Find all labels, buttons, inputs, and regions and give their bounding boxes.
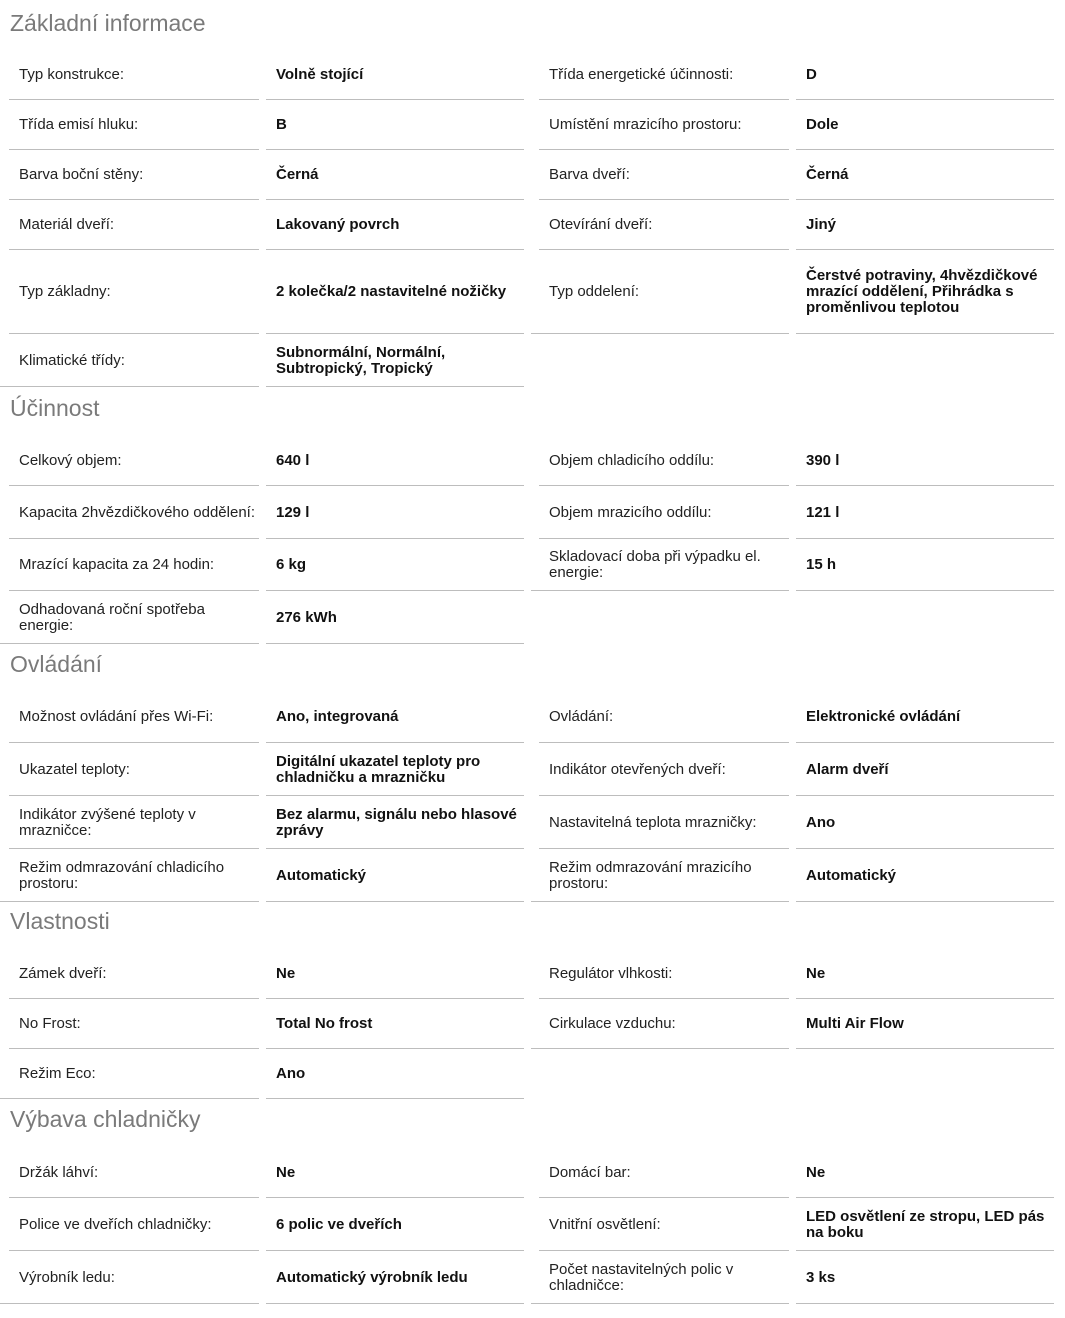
spec-label: Výrobník ledu: [19, 1268, 115, 1286]
spec-label: Odhadovaná roční spotřeba energie: [19, 600, 205, 634]
section-title-ucinnost: Účinnost [10, 395, 100, 421]
spec-label: Typ konstrukce: [19, 66, 125, 83]
row-divider [0, 901, 259, 902]
spec-value: 6 kg [276, 556, 307, 573]
spec-column-left-zakladni-informace [0, 50, 524, 387]
spec-column-right-vybava-chladnicky [531, 1147, 1054, 1304]
spec-label: Kapacita 2hvězdičkového oddělení: [19, 503, 256, 521]
spec-column-left-vybava-chladnicky [0, 1147, 524, 1304]
spec-label: Umístění mrazicího prostoru: [549, 116, 742, 133]
spec-label: Skladovací doba při výpadku el. energie: [549, 548, 761, 581]
spec-value: 2 kolečka/2 nastavitelné nožičky [276, 283, 507, 300]
spec-value: Automatický [806, 866, 897, 884]
spec-row [0, 949, 524, 999]
spec-row [531, 539, 1054, 591]
spec-value: 3 ks [806, 1268, 836, 1286]
spec-label: Typ základny: [19, 283, 111, 300]
row-divider [796, 901, 1054, 902]
spec-row [0, 999, 524, 1049]
spec-label: Objem mrazicího oddílu: [549, 503, 712, 521]
spec-label: Barva dveří: [549, 166, 630, 183]
spec-value: 390 l [806, 451, 840, 469]
spec-label: Režim Eco: [19, 1065, 96, 1082]
spec-column-left-ovladani [0, 691, 524, 902]
spec-row [0, 200, 524, 250]
spec-label: Třída emisí hluku: [19, 116, 139, 133]
spec-value: Alarm dveří [806, 760, 889, 778]
spec-label: Objem chladicího oddílu: [549, 451, 715, 469]
row-divider [0, 386, 259, 387]
row-divider [0, 1303, 259, 1304]
spec-value: Čerstvé potraviny, 4hvězdičkové mrazící oddělení, Přihrádka s proměnlivou teplotou [806, 267, 1038, 316]
spec-column-right-ovladani [531, 691, 1054, 902]
row-divider [0, 643, 259, 644]
spec-row [531, 796, 1054, 849]
spec-row [0, 1147, 524, 1198]
spec-value: Černá [276, 166, 319, 183]
row-divider [266, 1098, 524, 1099]
spec-row [531, 691, 1054, 743]
spec-label: Celkový objem: [19, 451, 122, 469]
spec-row [531, 100, 1054, 150]
spec-label: Mrazící kapacita za 24 hodin: [19, 556, 215, 573]
spec-label: Počet nastavitelných polic v chladničce: [549, 1260, 734, 1294]
spec-label: Třída energetické účinnosti: [549, 66, 734, 83]
spec-label: Ovládání: [549, 708, 614, 725]
spec-row [0, 1198, 524, 1251]
row-divider [796, 333, 1054, 334]
row-divider [0, 1098, 259, 1099]
row-divider [531, 333, 789, 334]
spec-row [531, 949, 1054, 999]
spec-row [0, 334, 524, 387]
spec-value: 121 l [806, 503, 840, 521]
spec-row [531, 150, 1054, 200]
row-divider [531, 590, 789, 591]
spec-label: Držák láhví: [19, 1163, 99, 1181]
spec-column-right-ucinnost [531, 435, 1054, 591]
spec-label: Vnitřní osvětlení: [549, 1215, 661, 1233]
spec-value: Ne [276, 965, 296, 982]
row-divider [266, 901, 524, 902]
spec-label: Cirkulace vzduchu: [549, 1015, 676, 1032]
spec-value: Automatický výrobník ledu [276, 1268, 468, 1286]
spec-row [0, 691, 524, 743]
spec-row [0, 150, 524, 200]
spec-value: Jiný [806, 216, 837, 233]
spec-column-left-ucinnost [0, 435, 524, 644]
row-divider [531, 1303, 789, 1304]
row-divider [796, 1048, 1054, 1049]
spec-value: Bez alarmu, signálu nebo hlasové zprávy [276, 805, 517, 839]
spec-row [531, 250, 1054, 334]
spec-row [0, 1049, 524, 1099]
spec-value: B [276, 116, 287, 133]
spec-row [0, 743, 524, 796]
spec-label: Ukazatel teploty: [19, 760, 130, 778]
spec-row [531, 50, 1054, 100]
spec-value: 276 kWh [276, 608, 337, 626]
spec-value: Ne [806, 1163, 826, 1181]
section-title-zakladni-informace: Základní informace [10, 10, 206, 36]
spec-value: Multi Air Flow [806, 1015, 904, 1032]
spec-label: Zámek dveří: [19, 965, 107, 982]
row-divider [531, 1048, 789, 1049]
spec-row [0, 591, 524, 644]
spec-label: Domácí bar: [549, 1163, 631, 1181]
row-divider [531, 901, 789, 902]
spec-value: Volně stojící [276, 66, 364, 83]
spec-value: 129 l [276, 503, 310, 521]
section-title-vlastnosti: Vlastnosti [10, 908, 110, 934]
spec-value: 6 polic ve dveřích [276, 1215, 402, 1233]
spec-label: Typ oddelení: [549, 283, 640, 300]
spec-row [0, 796, 524, 849]
spec-row [0, 539, 524, 591]
spec-value: Černá [806, 166, 849, 183]
spec-value: 15 h [806, 556, 837, 573]
spec-row [531, 435, 1054, 486]
spec-label: Režim odmrazování chladicího prostoru: [19, 858, 225, 892]
spec-row [531, 743, 1054, 796]
spec-value: 640 l [276, 451, 310, 469]
spec-label: Barva boční stěny: [19, 166, 144, 183]
spec-value: Total No frost [276, 1015, 373, 1032]
spec-label: Klimatické třídy: [19, 351, 125, 369]
spec-row [0, 435, 524, 486]
spec-label: Indikátor otevřených dveří: [549, 760, 726, 778]
spec-value: Ne [276, 1163, 296, 1181]
spec-label: No Frost: [19, 1015, 81, 1032]
spec-label: Možnost ovládání přes Wi-Fi: [19, 708, 214, 725]
spec-value: Ano, integrovaná [276, 708, 399, 725]
spec-row [0, 486, 524, 539]
spec-label: Police ve dveřích chladničky: [19, 1215, 212, 1233]
spec-value: LED osvětlení ze stropu, LED pás na boku [806, 1207, 1045, 1241]
spec-column-left-vlastnosti [0, 949, 524, 1099]
spec-value: Digitální ukazatel teploty pro chladničku a mrazničku [276, 752, 481, 786]
row-divider [796, 590, 1054, 591]
spec-label: Otevírání dveří: [549, 216, 653, 233]
spec-value: Automatický [276, 866, 367, 884]
spec-label: Regulátor vlhkosti: [549, 965, 673, 982]
spec-label: Indikátor zvýšené teploty v mrazničce: [19, 805, 196, 839]
row-divider [266, 643, 524, 644]
spec-row [531, 486, 1054, 539]
spec-row [0, 849, 524, 902]
spec-value: Ano [276, 1065, 306, 1082]
spec-label: Nastavitelná teplota mrazničky: [549, 813, 757, 831]
row-divider [266, 1303, 524, 1304]
spec-value: Ano [806, 813, 836, 831]
row-divider [796, 1303, 1054, 1304]
spec-row [531, 1147, 1054, 1198]
spec-value: D [806, 66, 817, 83]
spec-label: Materiál dveří: [19, 216, 115, 233]
spec-row [531, 849, 1054, 902]
spec-row [0, 250, 524, 334]
spec-row [0, 1251, 524, 1304]
spec-value: Dole [806, 116, 839, 133]
row-divider [266, 386, 524, 387]
spec-label: Režim odmrazování mrazicího prostoru: [549, 858, 752, 892]
spec-column-right-zakladni-informace [531, 50, 1054, 334]
section-title-vybava-chladnicky: Výbava chladničky [10, 1106, 201, 1132]
spec-row [531, 999, 1054, 1049]
spec-column-right-vlastnosti [531, 949, 1054, 1049]
spec-value: Elektronické ovládání [806, 708, 961, 725]
spec-row [531, 1251, 1054, 1304]
spec-value: Lakovaný povrch [276, 216, 400, 233]
spec-value: Ne [806, 965, 826, 982]
spec-row [531, 1198, 1054, 1251]
spec-row [531, 200, 1054, 250]
spec-value: Subnormální, Normální, Subtropický, Tropický [276, 343, 446, 377]
spec-row [0, 50, 524, 100]
spec-row [0, 100, 524, 150]
section-title-ovladani: Ovládání [10, 651, 103, 677]
